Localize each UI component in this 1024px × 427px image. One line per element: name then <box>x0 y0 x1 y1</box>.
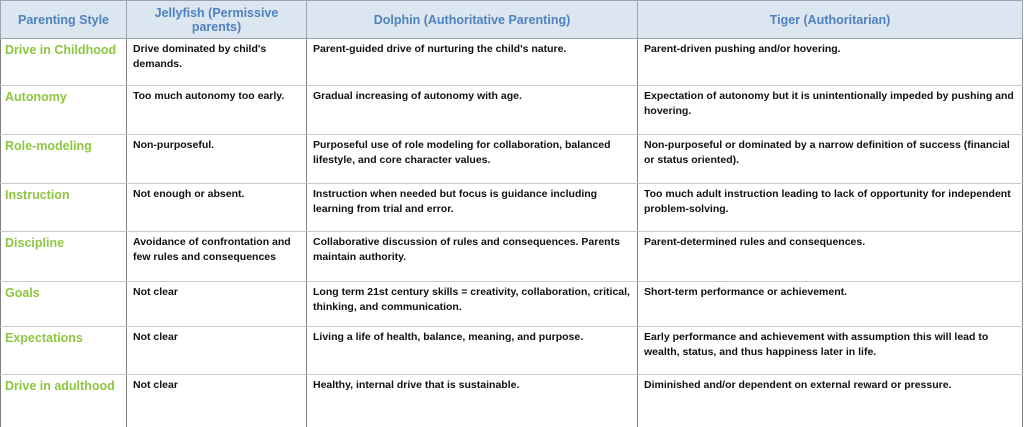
row-label: Instruction <box>1 184 127 232</box>
cell-jellyfish: Non-purposeful. <box>127 135 307 184</box>
cell-tiger: Short-term performance or achievement. <box>638 282 1023 327</box>
table-row <box>1 282 1023 327</box>
cell-tiger: Parent-determined rules and consequences. <box>638 232 1023 282</box>
cell-dolphin: Healthy, internal drive that is sustainable. <box>307 375 638 427</box>
cell-jellyfish: Not enough or absent. <box>127 184 307 232</box>
table-row <box>1 327 1023 375</box>
header-jellyfish: Jellyfish (Permissive parents) <box>127 1 307 39</box>
row-label: Role-modeling <box>1 135 127 184</box>
header-dolphin: Dolphin (Authoritative Parenting) <box>307 1 638 39</box>
cell-tiger: Diminished and/or dependent on external reward or pressure. <box>638 375 1023 427</box>
row-label: Drive in adulthood <box>1 375 127 427</box>
cell-dolphin: Living a life of health, balance, meaning, and purpose. <box>307 327 638 375</box>
cell-tiger: Expectation of autonomy but it is unintentionally impeded by pushing and hovering. <box>638 86 1023 135</box>
cell-tiger: Non-purposeful or dominated by a narrow definition of success (financial or status oriented). <box>638 135 1023 184</box>
row-label: Discipline <box>1 232 127 282</box>
cell-dolphin: Purposeful use of role modeling for collaboration, balanced lifestyle, and core character values. <box>307 135 638 184</box>
cell-tiger: Early performance and achievement with assumption this will lead to wealth, status, and thus happiness later in life. <box>638 327 1023 375</box>
table-row <box>1 86 1023 135</box>
header-row <box>1 1 1023 39</box>
table-row <box>1 135 1023 184</box>
table-row <box>1 232 1023 282</box>
table-row <box>1 39 1023 86</box>
cell-jellyfish: Not clear <box>127 282 307 327</box>
cell-jellyfish: Not clear <box>127 327 307 375</box>
cell-dolphin: Collaborative discussion of rules and consequences. Parents maintain authority. <box>307 232 638 282</box>
row-label: Autonomy <box>1 86 127 135</box>
header-tiger: Tiger (Authoritarian) <box>638 1 1023 39</box>
cell-dolphin: Instruction when needed but focus is guidance including learning from trial and error. <box>307 184 638 232</box>
cell-jellyfish: Not clear <box>127 375 307 427</box>
cell-dolphin: Long term 21st century skills = creativity, collaboration, critical, thinking, and communication. <box>307 282 638 327</box>
header-parenting-style: Parenting Style <box>1 1 127 39</box>
table-row <box>1 375 1023 427</box>
cell-jellyfish: Too much autonomy too early. <box>127 86 307 135</box>
cell-tiger: Parent-driven pushing and/or hovering. <box>638 39 1023 86</box>
cell-jellyfish: Avoidance of confrontation and few rules and consequences <box>127 232 307 282</box>
cell-dolphin: Gradual increasing of autonomy with age. <box>307 86 638 135</box>
row-label: Expectations <box>1 327 127 375</box>
cell-dolphin: Parent-guided drive of nurturing the child's nature. <box>307 39 638 86</box>
row-label: Goals <box>1 282 127 327</box>
row-label: Drive in Childhood <box>1 39 127 86</box>
table-row <box>1 184 1023 232</box>
cell-tiger: Too much adult instruction leading to lack of opportunity for independent problem-solving. <box>638 184 1023 232</box>
cell-jellyfish: Drive dominated by child's demands. <box>127 39 307 86</box>
